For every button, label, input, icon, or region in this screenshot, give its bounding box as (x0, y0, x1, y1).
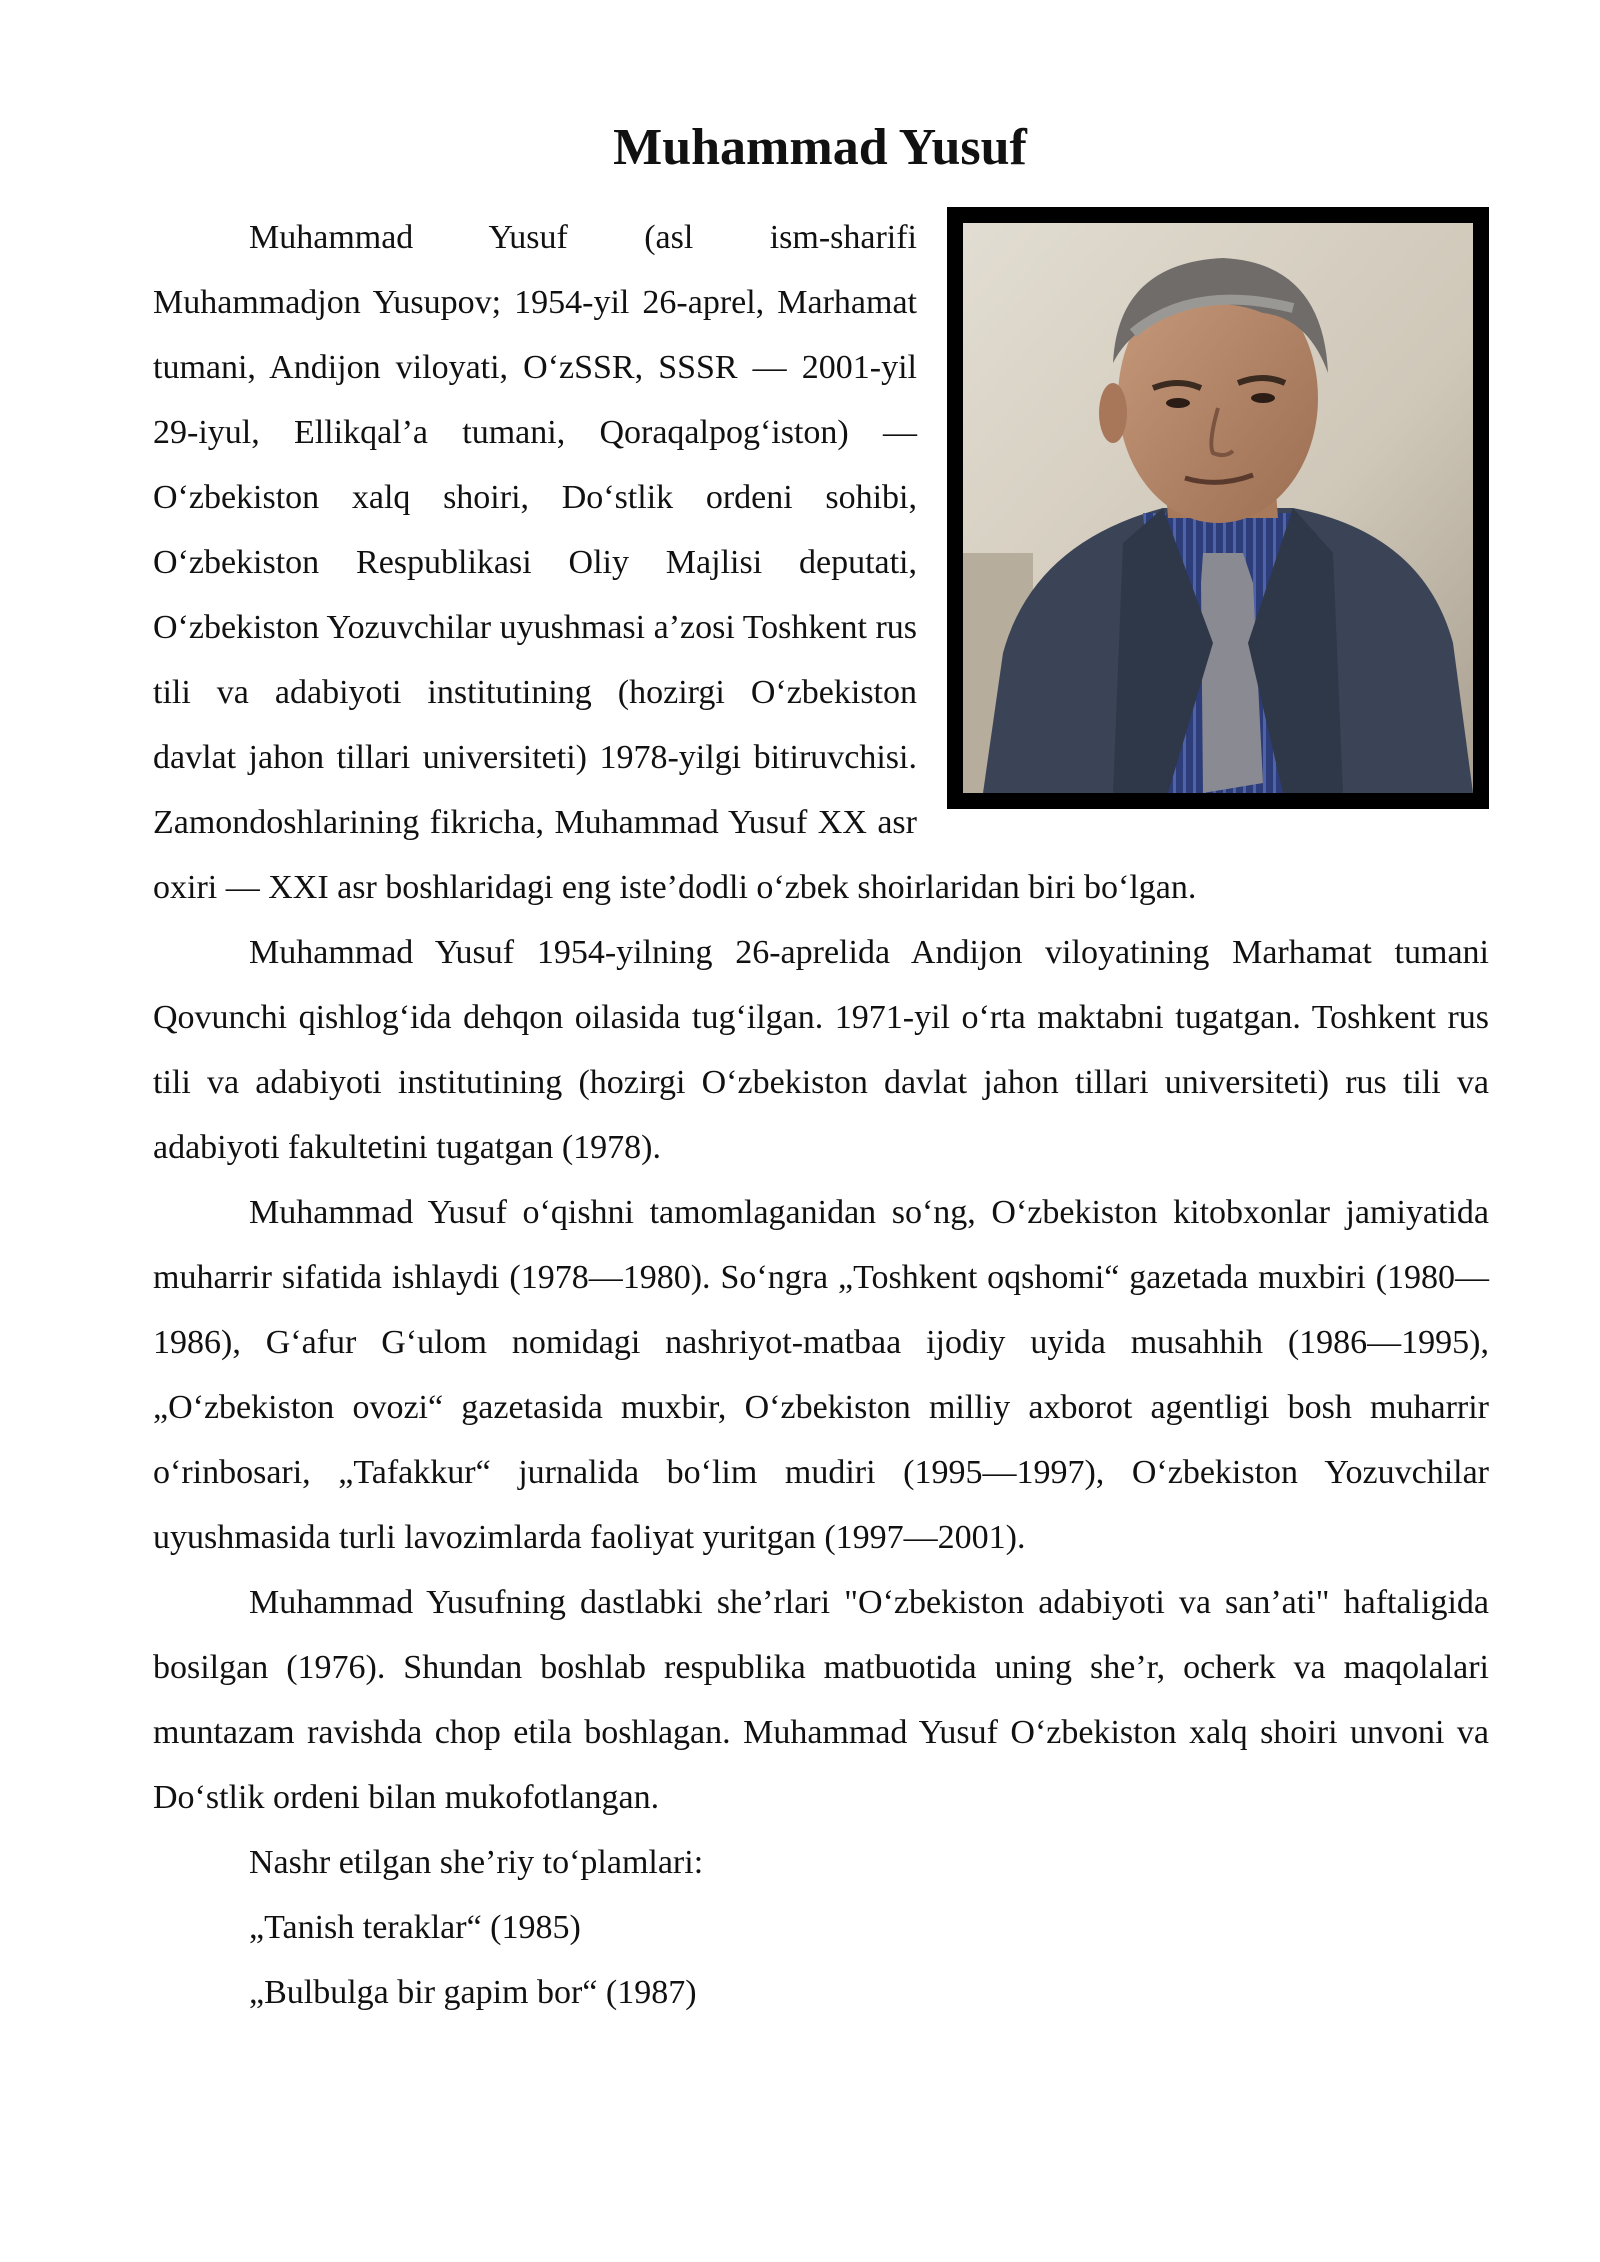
portrait-photo (947, 207, 1489, 809)
page-title: Muhammad Yusuf (613, 119, 1027, 176)
portrait-image (963, 223, 1473, 793)
article-body (153, 205, 1489, 2025)
paragraph-bio-intro: Muhammad Yusuf (asl ism-sharifi Muhammadjon Yusupov; 1954-yil 26-aprel, Marhamat tumani, Andijon viloyati, O‘zSSR, SSSR — 2001-yil 29-iyul, Ellikqal’a tumani, Qoraqalpog‘iston) — O‘zbekiston xalq shoiri, Do‘stlik ordeni sohibi, O‘zbekiston Respublikasi Oliy Majlisi deputati, O‘zbekiston Yozuvchilar uyushmasi a’zosi Toshkent rus tili va adabiyoti institutining (hozirgi O‘zbekiston davlat jahon tillari universiteti) 1978-yilgi bitiruvchisi. Zamondoshlarining fikricha, Muhammad Yusuf XX asr oxiri — XXI asr boshlaridagi eng iste’dodli o‘zbek shoirlaridan biri bo‘lgan. (153, 219, 1197, 906)
paragraph-publications: Muhammad Yusufning dastlabki she’rlari "O‘zbekiston adabiyoti va san’ati" haftaligida bosilgan (1976). Shundan boshlab respublika matbuotida uning she’r, ocherk va maqolalari muntazam ravishda chop etila boshlagan. Muhammad Yusuf O‘zbekiston xalq shoiri unvoni va Do‘stlik ordeni bilan mukofotlangan. (153, 1584, 1489, 1816)
paragraph-birth: Muhammad Yusuf 1954-yilning 26-aprelida Andijon viloyatining Marhamat tumani Qovunchi qishlog‘ida dehqon oilasida tug‘ilgan. 1971-yil o‘rta maktabni tugatgan. Toshkent rus tili va adabiyoti institutining (hozirgi O‘zbekiston davlat jahon tillari universiteti) rus tili va adabiyoti fakultetini tugatgan (1978). (153, 934, 1489, 1166)
collections-heading: Nashr etilgan she’riy to‘plamlari: (249, 1844, 704, 1881)
collection-item: „Tanish teraklar“ (1985) (249, 1909, 581, 1946)
collection-item: „Bulbulga bir gapim bor“ (1987) (249, 1974, 697, 2011)
paragraph-career: Muhammad Yusuf o‘qishni tamomlaganidan so‘ng, O‘zbekiston kitobxonlar jamiyatida muharrir sifatida ishlaydi (1978—1980). So‘ngra „Toshkent oqshomi“ gazetada muxbiri (1980—1986), G‘afur G‘ulom nomidagi nashriyot-matbaa ijodiy uyida musahhih (1986—1995), „O‘zbekiston ovozi“ gazetasida muxbir, O‘zbekiston milliy axborot agentligi bosh muharrir o‘rinbosari, „Tafakkur“ jurnalida bo‘lim mudiri (1995—1997), O‘zbekiston Yozuvchilar uyushmasida turli lavozimlarda faoliyat yuritgan (1997—2001). (153, 1194, 1489, 1556)
